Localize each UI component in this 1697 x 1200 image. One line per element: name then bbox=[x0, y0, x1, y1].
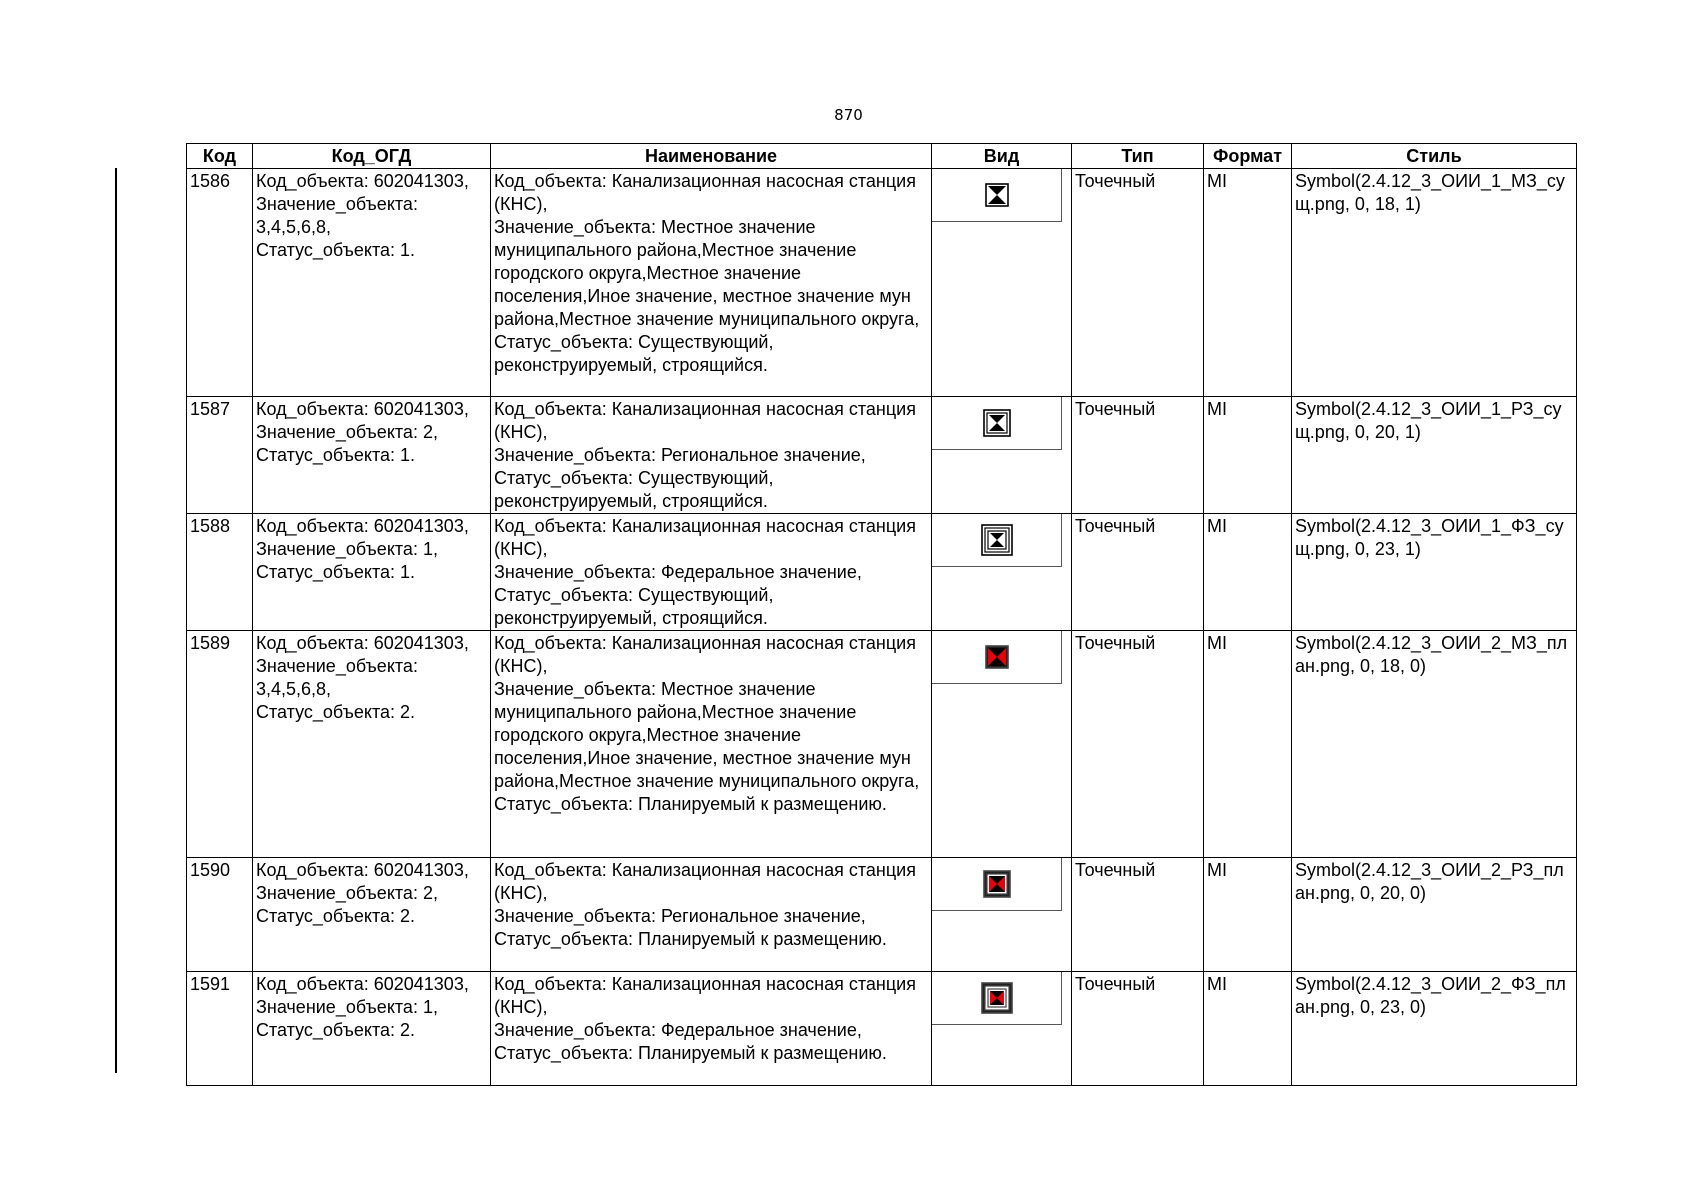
margin-line bbox=[115, 168, 117, 1073]
ogd-code-cell: Код_объекта: 602041303, Значение_объекта: 1, Статус_объекта: 1. bbox=[253, 514, 491, 631]
symbol-frame bbox=[932, 631, 1062, 685]
format-cell: MI bbox=[1204, 514, 1292, 631]
table-row bbox=[187, 631, 1577, 858]
name-cell: Код_объекта: Канализационная насосная станция (КНС), Значение_объекта: Региональное значение, Статус_объекта: Существующий, реконструируемый, строящийся. bbox=[491, 397, 932, 514]
table-header-row bbox=[187, 144, 1577, 169]
type-cell: Точечный bbox=[1072, 972, 1204, 1086]
style-cell: Symbol(2.4.12_3_ОИИ_2_МЗ_план.png, 0, 18, 0) bbox=[1292, 631, 1577, 858]
view-cell bbox=[932, 631, 1072, 858]
name-cell: Код_объекта: Канализационная насосная станция (КНС), Значение_объекта: Региональное значение, Статус_объекта: Планируемый к размещению. bbox=[491, 858, 932, 972]
hourglass-icon bbox=[977, 175, 1017, 215]
hourglass-icon bbox=[977, 978, 1017, 1018]
name-cell: Код_объекта: Канализационная насосная станция (КНС), Значение_объекта: Федеральное значение, Статус_объекта: Существующий, реконструируемый, строящийся. bbox=[491, 514, 932, 631]
ogd-code-cell: Код_объекта: 602041303, Значение_объекта: 3,4,5,6,8, Статус_объекта: 2. bbox=[253, 631, 491, 858]
hourglass-icon bbox=[977, 864, 1017, 904]
ogd-code-cell: Код_объекта: 602041303, Значение_объекта: 2, Статус_объекта: 1. bbox=[253, 397, 491, 514]
code-cell: 1590 bbox=[187, 858, 253, 972]
column-header-code: Код bbox=[187, 144, 253, 169]
column-header-format: Формат bbox=[1204, 144, 1292, 169]
style-cell: Symbol(2.4.12_3_ОИИ_2_ФЗ_план.png, 0, 23, 0) bbox=[1292, 972, 1577, 1086]
name-cell: Код_объекта: Канализационная насосная станция (КНС), Значение_объекта: Местное значение муниципального района,Местное значение городского округа,Местное значение поселения,Иное значение, местное значение мун района,Местное значение муниципального округа, Статус_объекта: Планируемый к размещению. bbox=[491, 631, 932, 858]
view-cell bbox=[932, 514, 1072, 631]
symbol-frame bbox=[932, 514, 1062, 568]
view-cell bbox=[932, 858, 1072, 972]
format-cell: MI bbox=[1204, 169, 1292, 397]
view-cell bbox=[932, 972, 1072, 1086]
code-cell: 1588 bbox=[187, 514, 253, 631]
type-cell: Точечный bbox=[1072, 858, 1204, 972]
ogd-code-cell: Код_объекта: 602041303, Значение_объекта: 3,4,5,6,8, Статус_объекта: 1. bbox=[253, 169, 491, 397]
type-cell: Точечный bbox=[1072, 514, 1204, 631]
table-row bbox=[187, 397, 1577, 514]
ogd-code-cell: Код_объекта: 602041303, Значение_объекта: 2, Статус_объекта: 2. bbox=[253, 858, 491, 972]
symbol-frame bbox=[932, 169, 1062, 223]
column-header-ogd-code: Код_ОГД bbox=[253, 144, 491, 169]
column-header-style: Стиль bbox=[1292, 144, 1577, 169]
style-cell: Symbol(2.4.12_3_ОИИ_1_МЗ_сущ.png, 0, 18, 1) bbox=[1292, 169, 1577, 397]
style-cell: Symbol(2.4.12_3_ОИИ_2_РЗ_план.png, 0, 20, 0) bbox=[1292, 858, 1577, 972]
format-cell: MI bbox=[1204, 631, 1292, 858]
style-cell: Symbol(2.4.12_3_ОИИ_1_РЗ_сущ.png, 0, 20, 1) bbox=[1292, 397, 1577, 514]
name-cell: Код_объекта: Канализационная насосная станция (КНС), Значение_объекта: Федеральное значение, Статус_объекта: Планируемый к размещению. bbox=[491, 972, 932, 1086]
table-row bbox=[187, 858, 1577, 972]
hourglass-icon bbox=[977, 403, 1017, 443]
type-cell: Точечный bbox=[1072, 397, 1204, 514]
table-row bbox=[187, 514, 1577, 631]
table-row bbox=[187, 169, 1577, 397]
ogd-code-cell: Код_объекта: 602041303, Значение_объекта: 1, Статус_объекта: 2. bbox=[253, 972, 491, 1086]
format-cell: MI bbox=[1204, 972, 1292, 1086]
hourglass-icon bbox=[977, 520, 1017, 560]
table-row bbox=[187, 972, 1577, 1086]
type-cell: Точечный bbox=[1072, 169, 1204, 397]
code-cell: 1587 bbox=[187, 397, 253, 514]
style-cell: Symbol(2.4.12_3_ОИИ_1_ФЗ_сущ.png, 0, 23, 1) bbox=[1292, 514, 1577, 631]
symbol-frame bbox=[932, 972, 1062, 1026]
hourglass-icon bbox=[977, 637, 1017, 677]
symbol-frame bbox=[932, 858, 1062, 912]
name-cell: Код_объекта: Канализационная насосная станция (КНС), Значение_объекта: Местное значение муниципального района,Местное значение городского округа,Местное значение поселения,Иное значение, местное значение мун района,Местное значение муниципального округа, Статус_объекта: Существующий, реконструируемый, строящийся. bbox=[491, 169, 932, 397]
code-cell: 1586 bbox=[187, 169, 253, 397]
format-cell: MI bbox=[1204, 858, 1292, 972]
column-header-name: Наименование bbox=[491, 144, 932, 169]
code-cell: 1591 bbox=[187, 972, 253, 1086]
legend-table bbox=[186, 143, 1577, 1086]
view-cell bbox=[932, 397, 1072, 514]
type-cell: Точечный bbox=[1072, 631, 1204, 858]
column-header-type: Тип bbox=[1072, 144, 1204, 169]
format-cell: MI bbox=[1204, 397, 1292, 514]
symbol-frame bbox=[932, 397, 1062, 451]
page-number: 870 bbox=[834, 106, 863, 124]
code-cell: 1589 bbox=[187, 631, 253, 858]
view-cell bbox=[932, 169, 1072, 397]
column-header-view: Вид bbox=[932, 144, 1072, 169]
